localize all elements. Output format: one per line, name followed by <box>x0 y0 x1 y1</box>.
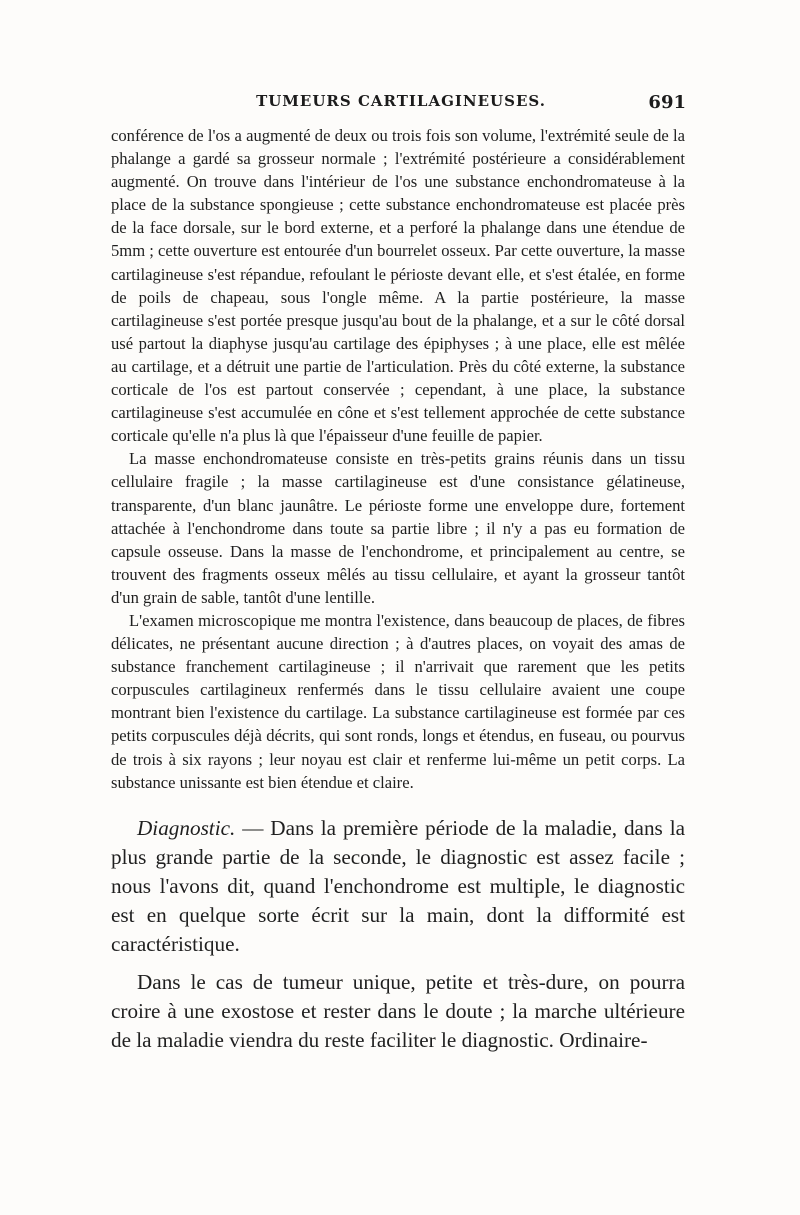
paragraph-single-tumor: Dans le cas de tumeur unique, petite et très-dure, on pourra croire à une exostose et rester dans le doute ; la marche ultérieure de la maladie viendra du reste faciliter le diagnostic. Ordinaire- <box>111 969 685 1052</box>
paragraph-continuation: conférence de l'os a augmenté de deux ou trois fois son volume, l'extrémité seule de la phalange a gardé sa grosseur normale ; l'extrémité postérieure a considérablement augmenté. On trouve dans l'intérieur de l'os une substance enchondromateuse à la place de la substance spongieuse ; cette substance enchondromateuse est placée près de la face dorsale, sur le bord externe, et a perforé la phalange dans une étendue de 5mm ; cette ouverture est entourée d'un bourrelet osseux. Par cette ouverture, la masse cartilagineuse s'est répandue, refoulant le périoste devant elle, et s'est étalée, en forme de poils de chapeau, sous l'ongle même. A la partie postérieure, la masse cartilagineuse s'est portée presque jusqu'au bout de la phalange, et a sur le côté dorsal usé partout la diaphyse jusqu'au cartilage des épiphyses ; à une place, elle est mêlée au cartilage, et a détruit une partie de l'articulation. Près du côté externe, la substance corticale de l'os est partout conservée ; cependant, à une place, la substance cartilagineuse s'est accumulée en cône et s'est tellement approchée de cette substance corticale qu'elle n'a plus là que l'épaisseur d'une feuille de papier. <box>111 126 685 446</box>
paragraph-microscopic-exam: L'examen microscopique me montra l'existence, dans beaucoup de places, de fibres délicates, ne présentant aucune direction ; à d'autres places, on voyait des amas de substance franchement cartilagineuse ; il n'arrivait que rarement que les petits corpuscules cartilagineux renfermés dans le tissu cellulaire avaient une coupe montrant bien l'existence du cartilage. La substance cartilagineuse est formée par ces petits corpuscules déjà décrits, qui sont ronds, longs et étendus, en fuseau, ou pourvus de trois à six rayons ; leur noyau est clair et renferme lui-même un petit corps. La substance unissante est bien étendue et claire. <box>111 610 685 792</box>
paragraph-diagnostic <box>111 814 685 959</box>
diagnostic-text: — Dans la première période de la maladie, dans la plus grande partie de la seconde, le diagnostic est assez facile ; nous l'avons dit, quand l'enchondrome est multiple, le diagnostic est en quelque sorte écrit sur la main, dont la difformité est caractéristique. <box>111 815 685 956</box>
diagnostic-heading: Diagnostic. <box>137 815 236 840</box>
page-header <box>116 92 686 118</box>
section-spacer <box>111 794 685 814</box>
paragraph-enchondroma-mass: La masse enchondromateuse consiste en très-petits grains réunis dans un tissu cellulaire fragile ; la masse cartilagineuse est d'une consistance gélatineuse, transparente, d'un blanc jaunâtre. Le périoste forme une enveloppe dure, fortement attachée à l'enchondrome dans toute sa partie libre ; il n'y a pas eu formation de capsule osseuse. Dans la masse de l'enchondrome, et principalement au centre, se trouvent des fragments osseux mêlés au tissu cellulaire, et ayant la grosseur tantôt d'un grain de sable, tantôt d'une lentille. <box>111 449 685 607</box>
page-number: 691 <box>648 92 686 113</box>
running-head: TUMEURS CARTILAGINEUSES. <box>256 92 546 110</box>
paragraph-spacer <box>111 959 685 968</box>
page-body <box>111 124 685 1055</box>
